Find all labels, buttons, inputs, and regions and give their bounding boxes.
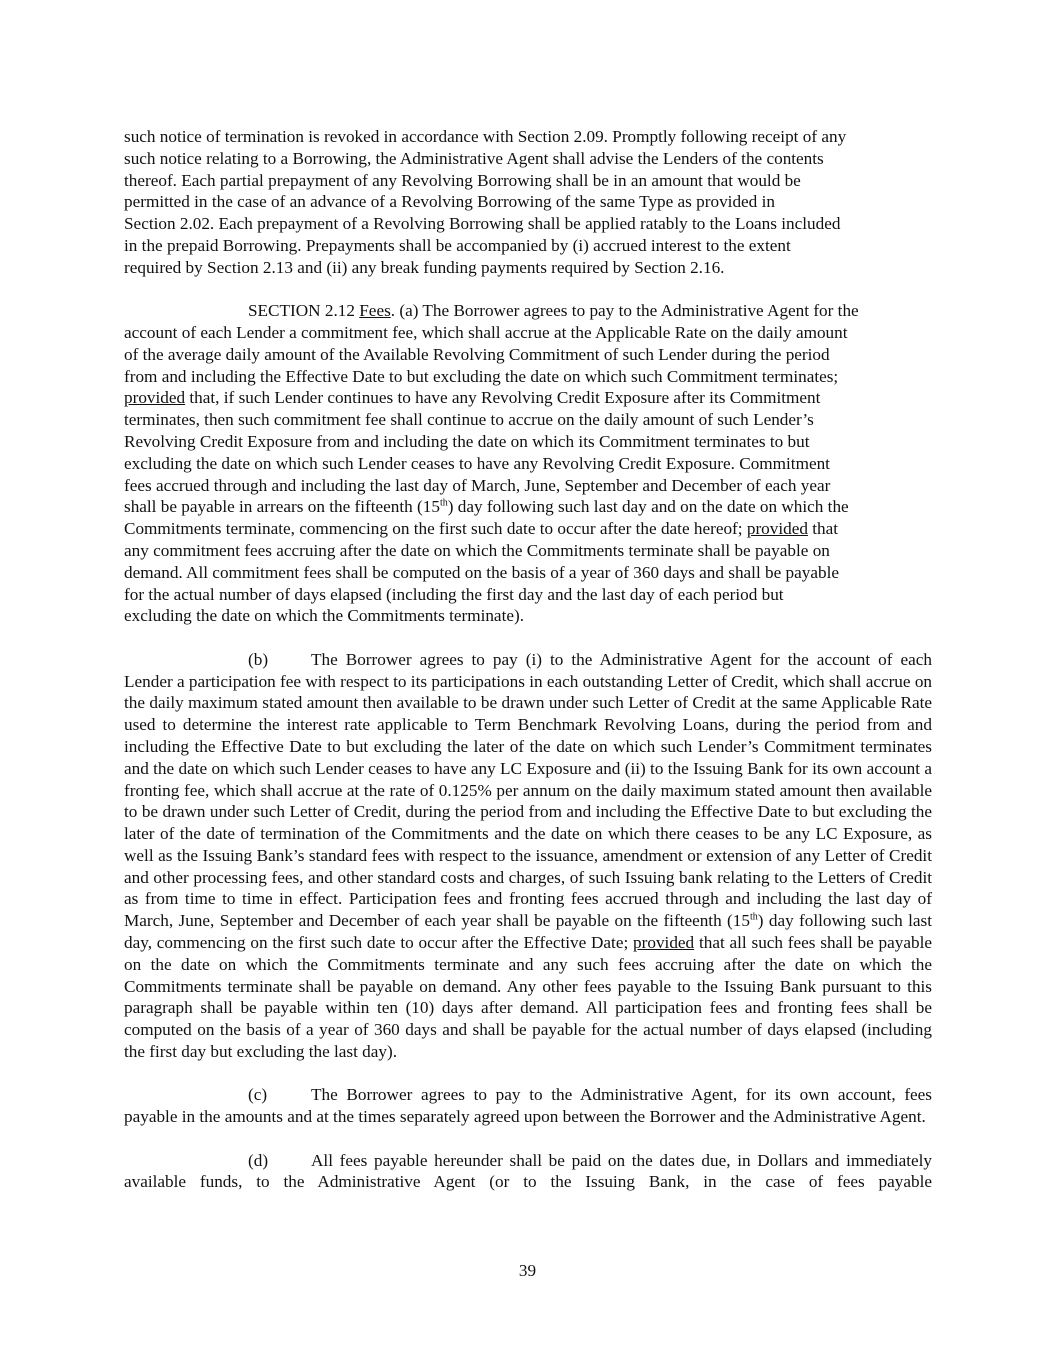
paragraph-fees-d [124, 1150, 932, 1194]
text-line: such notice relating to a Borrowing, the Administrative Agent shall advise the Lenders of the contents [124, 148, 824, 168]
text-run: that [807, 519, 839, 539]
paragraph-prepayment-continuation [124, 126, 932, 279]
provided-term: provided [633, 933, 695, 953]
clause-label: (c) [248, 1085, 268, 1105]
ordinal-suffix: th [439, 497, 448, 509]
section-title: Fees [359, 301, 391, 321]
text-line: excluding the date on which such Lender ceases to have any Revolving Credit Exposure. Commitment [124, 453, 830, 473]
text-run: that all such fees shall be payable on the date on which the Commitments terminate and any such fees accruing after the date on which the Commitments terminate shall be payable on demand. Any other fees payable to the Issuing Bank pursuant to this paragraph shall be payable within ten (10) days after demand. All participation fees and fronting fees shall be computed on the basis of a year of 360 days and shall be payable for the actual number of days elapsed (including the first day but excluding the last day). [124, 933, 932, 1062]
text-line: required by Section 2.13 and (ii) any break funding payments required by Section 2.16. [124, 257, 725, 277]
text-run: All fees payable hereunder shall be paid on the dates due, in Dollars and immediately available funds, to the Administrative Agent (or to the Issuing Bank, in the case of fees payable [124, 1150, 932, 1192]
text-run: ) day following such last day, commencing on the first such date to occur after the Effective Date; [124, 911, 933, 953]
text-run: The Borrower agrees to pay to the Administrative Agent, for its own account, fees payable in the amounts and at the times separately agreed upon between the Borrower and the Administrative Agent. [124, 1085, 932, 1127]
text-line [124, 518, 932, 540]
document-page [124, 126, 932, 1215]
text-line [124, 300, 932, 322]
text-line: Revolving Credit Exposure from and including the date on which its Commitment terminates to but [124, 431, 810, 451]
text-line: account of each Lender a commitment fee, which shall accrue at the Applicable Rate on the daily amount [124, 322, 848, 342]
text-line: for the actual number of days elapsed (including the first day and the last day of each period but [124, 584, 784, 604]
text-line: from and including the Effective Date to but excluding the date on which such Commitment terminates; [124, 366, 839, 386]
text-run: Commitments terminate, commencing on the first such date to occur after the date hereof; [124, 519, 747, 539]
text-run: that, if such Lender continues to have any Revolving Credit Exposure after its Commitment [185, 388, 821, 408]
text-run: The Borrower agrees to pay (i) to the Administrative Agent for the account of each Lender a participation fee with respect to its participations in each outstanding Letter of Credit, which shall accrue on the daily maximum stated amount then available to be drawn under such Letter of Credit at the same Applicable Rate used to determine the interest rate applicable to Term Benchmark Revolving Loans, during the period from and including the Effective Date to but excluding the later of the date on which such Lender’s Commitment terminates and the date on which such Lender ceases to have any LC Exposure and (ii) to the Issuing Bank for its own account a fronting fee, which shall accrue at the rate of 0.125% per annum on the daily maximum stated amount then available to be drawn under such Letter of Credit, during the period from and including the Effective Date to but excluding the later of the date of termination of the Commitments and the date on which there ceases to be any LC Exposure, as well as the Issuing Bank’s standard fees with respect to the issuance, amendment or extension of any Letter of Credit and other processing fees, and other standard costs and charges, of such Issuing bank relating to the Letters of Credit as from time to time in effect. Participation fees and fronting fees accrued through and including the last day of March, June, September and December of each year shall be payable on the fifteenth (15 [124, 649, 933, 931]
section-intro: . (a) The Borrower agrees to pay to the Administrative Agent for the [390, 301, 859, 321]
text-line: Section 2.02. Each prepayment of a Revolving Borrowing shall be applied ratably to the Loans included [124, 214, 841, 234]
text-line: such notice of termination is revoked in accordance with Section 2.09. Promptly following receipt of any [124, 127, 847, 146]
text-line [124, 387, 932, 409]
text-run: shall be payable in arrears on the fifteenth (15 [124, 497, 440, 517]
provided-term: provided [124, 388, 186, 408]
paragraph-fees-b [124, 649, 932, 1063]
text-line: any commitment fees accruing after the date on which the Commitments terminate shall be payable on [124, 540, 830, 560]
ordinal-suffix: th [749, 911, 758, 923]
text-line [124, 496, 932, 518]
text-line: demand. All commitment fees shall be computed on the basis of a year of 360 days and shall be payable [124, 562, 839, 582]
text-line: in the prepaid Borrowing. Prepayments shall be accompanied by (i) accrued interest to the extent [124, 235, 791, 255]
paragraph-fees-c [124, 1084, 932, 1128]
text-line: excluding the date on which the Commitments terminate). [124, 606, 524, 626]
section-number: SECTION 2.12 [248, 301, 355, 321]
text-run: ) day following such last day and on the date on which the [447, 497, 849, 517]
text-line: permitted in the case of an advance of a Revolving Borrowing of the same Type as provided in [124, 192, 775, 212]
text-line: fees accrued through and including the last day of March, June, September and December of each year [124, 475, 831, 495]
text-line: terminates, then such commitment fee shall continue to accrue on the daily amount of such Lender’s [124, 410, 814, 430]
text-line: of the average daily amount of the Available Revolving Commitment of such Lender during the period [124, 344, 830, 364]
clause-label: (d) [248, 1150, 269, 1170]
paragraph-section-2-12-fees-a [124, 300, 932, 627]
text-line: thereof. Each partial prepayment of any Revolving Borrowing shall be in an amount that would be [124, 170, 801, 190]
provided-term: provided [746, 519, 808, 539]
clause-label: (b) [248, 649, 269, 669]
page-number: 39 [518, 1261, 537, 1280]
